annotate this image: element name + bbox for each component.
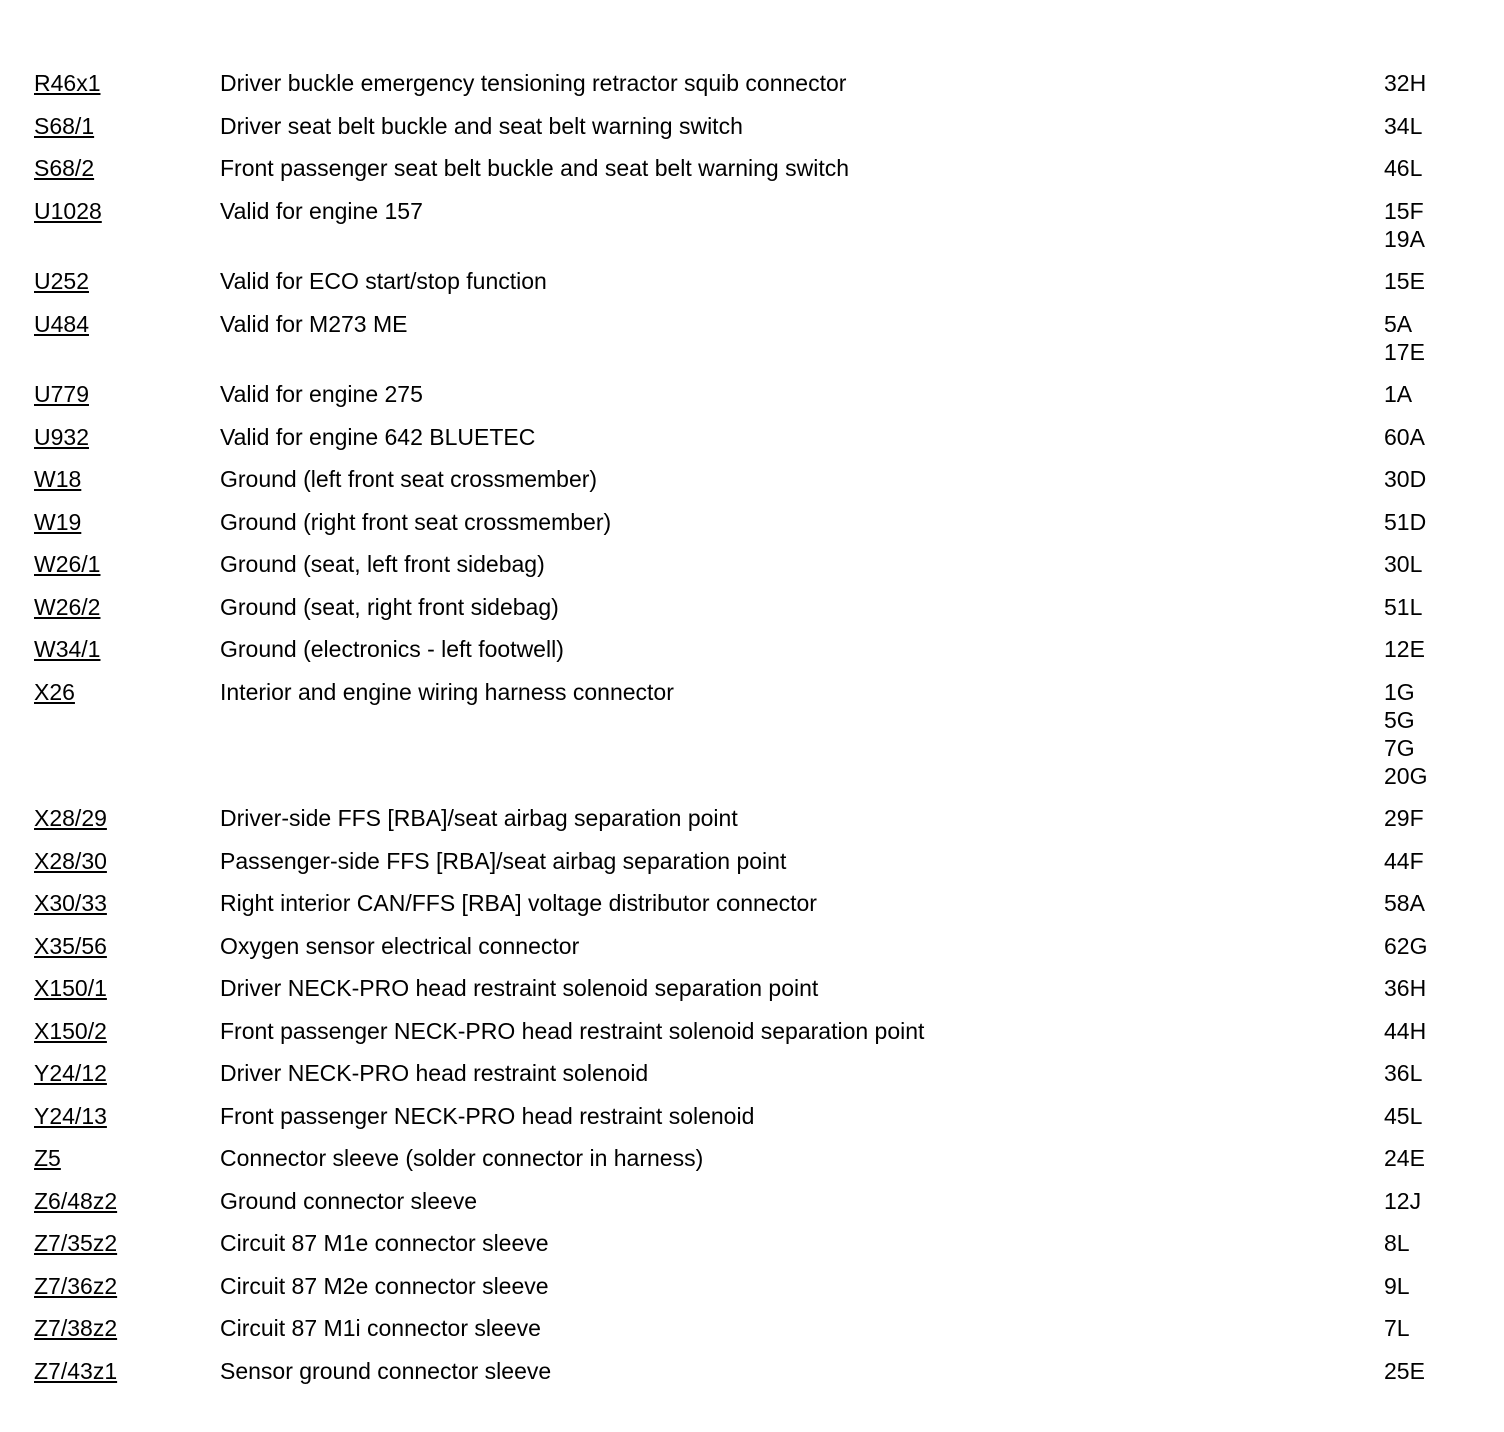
grid-reference-cell <box>1384 508 1474 536</box>
component-description: Interior and engine wiring harness connector <box>220 678 674 705</box>
component-code-cell <box>34 1272 220 1300</box>
grid-reference: 7G <box>1384 734 1415 761</box>
legend-row <box>34 267 1474 310</box>
grid-reference-cell <box>1384 310 1474 366</box>
component-code-cell <box>34 1314 220 1342</box>
grid-reference-cell <box>1384 1102 1474 1130</box>
grid-reference: 45L <box>1384 1102 1423 1129</box>
grid-reference-cell <box>1384 1017 1474 1045</box>
grid-reference: 12E <box>1384 636 1425 662</box>
component-description: Circuit 87 M2e connector sleeve <box>220 1272 549 1299</box>
legend-row <box>34 465 1474 508</box>
grid-reference: 20G <box>1384 762 1428 789</box>
grid-reference-cell <box>1384 423 1474 451</box>
component-description: Oxygen sensor electrical connector <box>220 932 580 959</box>
legend-row <box>34 1229 1474 1272</box>
component-description: Driver seat belt buckle and seat belt warning switch <box>220 112 743 139</box>
grid-reference: 1A <box>1384 381 1413 407</box>
component-code-cell <box>34 197 220 225</box>
grid-reference: 25E <box>1384 1357 1425 1384</box>
legend-row <box>34 1102 1474 1145</box>
grid-reference: 15E <box>1384 268 1425 294</box>
grid-reference: 36H <box>1384 975 1427 1001</box>
grid-reference: 51D <box>1384 508 1427 535</box>
grid-reference: 1G <box>1384 678 1415 705</box>
component-code-link[interactable]: Z7/43z1 <box>34 1357 118 1384</box>
component-code-cell <box>34 889 220 917</box>
grid-reference: 12J <box>1384 1187 1422 1214</box>
grid-reference: 7L <box>1384 1315 1410 1341</box>
grid-reference: 30L <box>1384 551 1423 577</box>
component-code-cell <box>34 847 220 875</box>
component-description: Circuit 87 M1i connector sleeve <box>220 1315 541 1341</box>
component-description: Valid for engine 642 BLUETEC <box>220 423 536 450</box>
grid-reference-cell <box>1384 380 1474 408</box>
grid-reference: 62G <box>1384 932 1428 959</box>
component-code-cell <box>34 1017 220 1045</box>
grid-reference-cell <box>1384 1272 1474 1300</box>
legend-row <box>34 154 1474 197</box>
component-code-link[interactable]: W34/1 <box>34 636 101 662</box>
component-code-cell <box>34 465 220 493</box>
legend-row <box>34 380 1474 423</box>
component-code-link[interactable]: Z7/36z2 <box>34 1272 118 1299</box>
grid-reference-cell <box>1384 1144 1474 1172</box>
component-code-link[interactable]: R46x1 <box>34 70 101 96</box>
component-code-link[interactable]: Z7/38z2 <box>34 1315 118 1341</box>
component-description: Front passenger seat belt buckle and seat belt warning switch <box>220 155 850 181</box>
component-code-cell <box>34 423 220 451</box>
legend-row <box>34 932 1474 975</box>
legend-row <box>34 112 1474 155</box>
component-code-link[interactable]: U1028 <box>34 197 102 224</box>
grid-reference-cell <box>1384 465 1474 493</box>
component-description: Passenger-side FFS [RBA]/seat airbag separation point <box>220 847 787 874</box>
component-code-link[interactable]: W26/1 <box>34 551 101 577</box>
component-description: Ground (seat, right front sidebag) <box>220 593 559 620</box>
legend-row <box>34 678 1474 805</box>
component-code-link[interactable]: U484 <box>34 310 89 337</box>
grid-reference: 9L <box>1384 1272 1410 1299</box>
grid-reference: 51L <box>1384 593 1423 620</box>
legend-row <box>34 1144 1474 1187</box>
grid-reference-cell <box>1384 678 1474 790</box>
component-code-cell <box>34 69 220 97</box>
component-code-link[interactable]: Z5 <box>34 1145 61 1171</box>
component-code-cell <box>34 310 220 338</box>
grid-reference-cell <box>1384 1314 1474 1342</box>
legend-row <box>34 310 1474 381</box>
grid-reference-cell <box>1384 1357 1474 1385</box>
legend-row <box>34 635 1474 678</box>
component-description: Ground (electronics - left footwell) <box>220 636 564 662</box>
legend-row <box>34 889 1474 932</box>
component-code-cell <box>34 1357 220 1385</box>
component-code-link[interactable]: U779 <box>34 381 89 407</box>
legend-row <box>34 847 1474 890</box>
legend-row <box>34 197 1474 268</box>
component-code-link[interactable]: Z7/35z2 <box>34 1230 118 1256</box>
grid-reference: 44H <box>1384 1017 1427 1044</box>
component-code-link[interactable]: X28/29 <box>34 805 107 831</box>
grid-reference: 15F <box>1384 197 1424 224</box>
legend-row <box>34 508 1474 551</box>
component-code-link[interactable]: Z6/48z2 <box>34 1187 118 1214</box>
grid-reference: 32H <box>1384 70 1427 96</box>
grid-reference-cell <box>1384 154 1474 182</box>
legend-row <box>34 974 1474 1017</box>
component-code-link[interactable]: U252 <box>34 268 89 294</box>
component-code-link[interactable]: W26/2 <box>34 593 101 620</box>
grid-reference-cell <box>1384 974 1474 1002</box>
grid-reference: 30D <box>1384 466 1427 492</box>
grid-reference: 17E <box>1384 338 1425 365</box>
legend-row <box>34 1314 1474 1357</box>
component-code-cell <box>34 804 220 832</box>
component-description: Ground (seat, left front sidebag) <box>220 551 545 577</box>
grid-reference-cell <box>1384 1229 1474 1257</box>
grid-reference-cell <box>1384 550 1474 578</box>
component-code-cell <box>34 635 220 663</box>
component-description: Valid for M273 ME <box>220 310 408 337</box>
component-description: Driver-side FFS [RBA]/seat airbag separation point <box>220 805 738 831</box>
component-code-link[interactable]: W19 <box>34 508 82 535</box>
legend-row <box>34 1187 1474 1230</box>
component-code-cell <box>34 1144 220 1172</box>
component-description: Valid for engine 157 <box>220 197 423 224</box>
grid-reference: 29F <box>1384 805 1424 831</box>
component-description: Driver NECK-PRO head restraint solenoid <box>220 1060 649 1086</box>
component-code-cell <box>34 267 220 295</box>
component-code-link[interactable]: X150/1 <box>34 975 107 1001</box>
grid-reference: 58A <box>1384 890 1425 916</box>
component-code-cell <box>34 508 220 536</box>
component-description: Front passenger NECK-PRO head restraint solenoid <box>220 1102 755 1129</box>
legend-row <box>34 593 1474 636</box>
component-code-cell <box>34 974 220 1002</box>
component-code-cell <box>34 678 220 706</box>
component-code-cell <box>34 112 220 140</box>
component-code-link[interactable]: W18 <box>34 466 82 492</box>
component-code-link[interactable]: X35/56 <box>34 932 107 959</box>
component-code-link[interactable]: S68/2 <box>34 155 95 181</box>
component-code-cell <box>34 154 220 182</box>
component-description: Driver buckle emergency tensioning retractor squib connector <box>220 70 847 96</box>
component-code-cell <box>34 932 220 960</box>
component-code-link[interactable]: X28/30 <box>34 847 107 874</box>
legend-row <box>34 1272 1474 1315</box>
component-code-link[interactable]: X150/2 <box>34 1017 107 1044</box>
grid-reference: 5A <box>1384 310 1413 337</box>
component-code-cell <box>34 550 220 578</box>
component-code-link[interactable]: Y24/13 <box>34 1102 107 1129</box>
component-description: Valid for ECO start/stop function <box>220 268 547 294</box>
component-description: Right interior CAN/FFS [RBA] voltage distributor connector <box>220 890 817 916</box>
grid-reference-cell <box>1384 112 1474 140</box>
grid-reference: 36L <box>1384 1060 1423 1086</box>
grid-reference: 19A <box>1384 225 1425 252</box>
legend-row <box>34 1017 1474 1060</box>
grid-reference: 44F <box>1384 847 1424 874</box>
component-code-cell <box>34 1102 220 1130</box>
legend-row <box>34 550 1474 593</box>
component-description: Connector sleeve (solder connector in harness) <box>220 1145 704 1171</box>
component-legend-list <box>34 69 1474 1399</box>
component-description: Ground connector sleeve <box>220 1187 477 1214</box>
component-code-link[interactable]: Y24/12 <box>34 1060 107 1086</box>
grid-reference-cell <box>1384 804 1474 832</box>
legend-row <box>34 804 1474 847</box>
grid-reference: 34L <box>1384 112 1423 139</box>
legend-row <box>34 423 1474 466</box>
component-description: Ground (left front seat crossmember) <box>220 466 598 492</box>
component-code-link[interactable]: S68/1 <box>34 112 95 139</box>
component-code-cell <box>34 593 220 621</box>
component-description: Sensor ground connector sleeve <box>220 1357 552 1384</box>
grid-reference-cell <box>1384 932 1474 960</box>
component-description: Valid for engine 275 <box>220 381 423 407</box>
legend-row <box>34 1059 1474 1102</box>
grid-reference-cell <box>1384 889 1474 917</box>
grid-reference-cell <box>1384 69 1474 97</box>
grid-reference-cell <box>1384 197 1474 253</box>
grid-reference: 60A <box>1384 423 1425 450</box>
grid-reference-cell <box>1384 635 1474 663</box>
component-code-cell <box>34 1229 220 1257</box>
grid-reference: 8L <box>1384 1230 1410 1256</box>
grid-reference-cell <box>1384 1059 1474 1087</box>
component-description: Circuit 87 M1e connector sleeve <box>220 1230 549 1256</box>
component-code-link[interactable]: X30/33 <box>34 890 107 916</box>
grid-reference: 24E <box>1384 1145 1425 1171</box>
grid-reference-cell <box>1384 1187 1474 1215</box>
legend-row <box>34 1357 1474 1400</box>
component-code-link[interactable]: U932 <box>34 423 89 450</box>
component-code-cell <box>34 1187 220 1215</box>
grid-reference: 5G <box>1384 706 1415 733</box>
legend-row <box>34 69 1474 112</box>
grid-reference-cell <box>1384 267 1474 295</box>
component-code-cell <box>34 1059 220 1087</box>
grid-reference-cell <box>1384 847 1474 875</box>
component-code-cell <box>34 380 220 408</box>
grid-reference: 46L <box>1384 155 1423 181</box>
component-description: Front passenger NECK-PRO head restraint solenoid separation point <box>220 1017 925 1044</box>
component-description: Driver NECK-PRO head restraint solenoid separation point <box>220 975 819 1001</box>
component-code-link[interactable]: X26 <box>34 678 75 705</box>
component-description: Ground (right front seat crossmember) <box>220 508 612 535</box>
grid-reference-cell <box>1384 593 1474 621</box>
